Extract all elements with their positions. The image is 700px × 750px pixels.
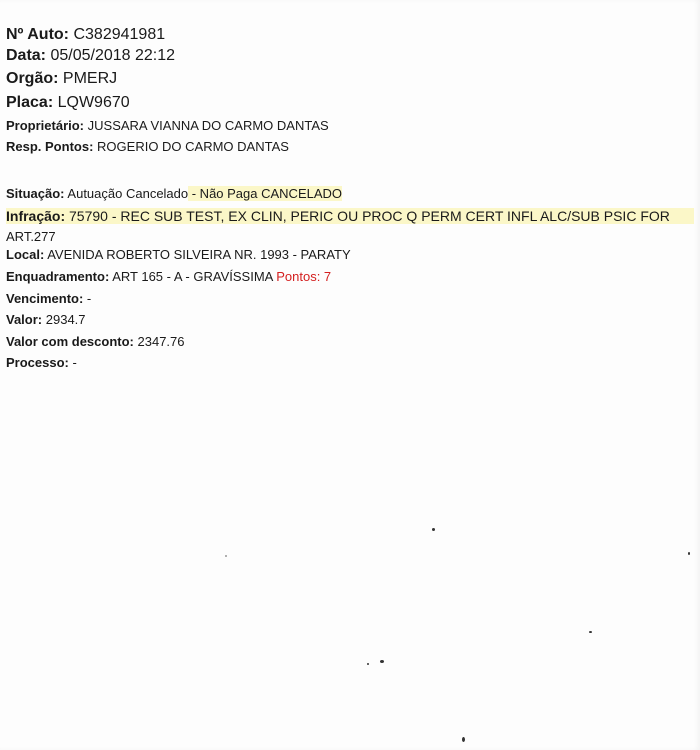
proprietario-value: JUSSARA VIANNA DO CARMO DANTAS bbox=[87, 118, 329, 133]
vencimento-value: - bbox=[86, 291, 92, 306]
local-label: Local: bbox=[6, 247, 45, 262]
resp-pontos-row bbox=[6, 140, 289, 155]
resp-pontos-label: Resp. Pontos: bbox=[6, 139, 94, 154]
placa-label: Placa: bbox=[6, 94, 54, 111]
scan-speck bbox=[380, 660, 384, 663]
date-label: Data: bbox=[6, 47, 47, 64]
situacao-row bbox=[6, 187, 342, 202]
enquadramento-row bbox=[6, 270, 331, 285]
infracao-continuation bbox=[6, 230, 56, 245]
auto-number-value: C382941981 bbox=[73, 26, 166, 43]
auto-number-label: Nº Auto: bbox=[6, 26, 70, 43]
vencimento-row bbox=[6, 292, 91, 307]
placa-row bbox=[6, 94, 130, 112]
orgao-label: Orgão: bbox=[6, 70, 59, 87]
valor-label: Valor: bbox=[6, 312, 43, 327]
vencimento-label: Vencimento: bbox=[6, 291, 84, 306]
processo-label: Processo: bbox=[6, 355, 69, 370]
scan-speck bbox=[225, 555, 227, 557]
infracao-cont-value: ART.277 bbox=[6, 229, 56, 244]
infracao-row bbox=[6, 208, 694, 224]
orgao-row bbox=[6, 70, 117, 88]
proprietario-label: Proprietário: bbox=[6, 118, 85, 133]
proprietario-row bbox=[6, 119, 329, 134]
scan-speck bbox=[432, 528, 435, 531]
situacao-label: Situação: bbox=[6, 186, 65, 201]
pontos-value: Pontos: 7 bbox=[276, 269, 332, 284]
date-value: 05/05/2018 22:12 bbox=[50, 47, 176, 64]
situacao-highlight: - Não Paga CANCELADO bbox=[188, 186, 343, 201]
enquadramento-label: Enquadramento: bbox=[6, 269, 110, 284]
infracao-label: Infração: bbox=[6, 208, 66, 224]
situacao-value: Autuação Cancelado bbox=[67, 186, 189, 201]
processo-row bbox=[6, 356, 77, 371]
placa-value: LQW9670 bbox=[57, 94, 130, 111]
valor-desconto-row bbox=[6, 335, 185, 350]
scan-speck bbox=[688, 552, 690, 555]
processo-value: - bbox=[72, 355, 77, 370]
infracao-value: 75790 - REC SUB TEST, EX CLIN, PERIC OU PROC Q PERM CERT INFL ALC/SUB PSIC FOR bbox=[69, 208, 670, 224]
local-row bbox=[6, 248, 351, 263]
scan-speck bbox=[462, 737, 465, 742]
valor-desconto-value: 2347.76 bbox=[137, 334, 185, 349]
resp-pontos-value: ROGERIO DO CARMO DANTAS bbox=[97, 139, 289, 154]
orgao-value: PMERJ bbox=[62, 70, 118, 87]
scan-speck bbox=[589, 631, 592, 633]
scan-speck bbox=[367, 663, 369, 665]
enquadramento-value: ART 165 - A - GRAVÍSSIMA bbox=[112, 269, 273, 284]
valor-value: 2934.7 bbox=[45, 312, 86, 327]
date-row bbox=[6, 47, 175, 65]
valor-row bbox=[6, 313, 86, 328]
valor-desconto-label: Valor com desconto: bbox=[6, 334, 134, 349]
local-value: AVENIDA ROBERTO SILVEIRA NR. 1993 - PARATY bbox=[47, 247, 351, 262]
auto-number-row bbox=[6, 26, 165, 44]
